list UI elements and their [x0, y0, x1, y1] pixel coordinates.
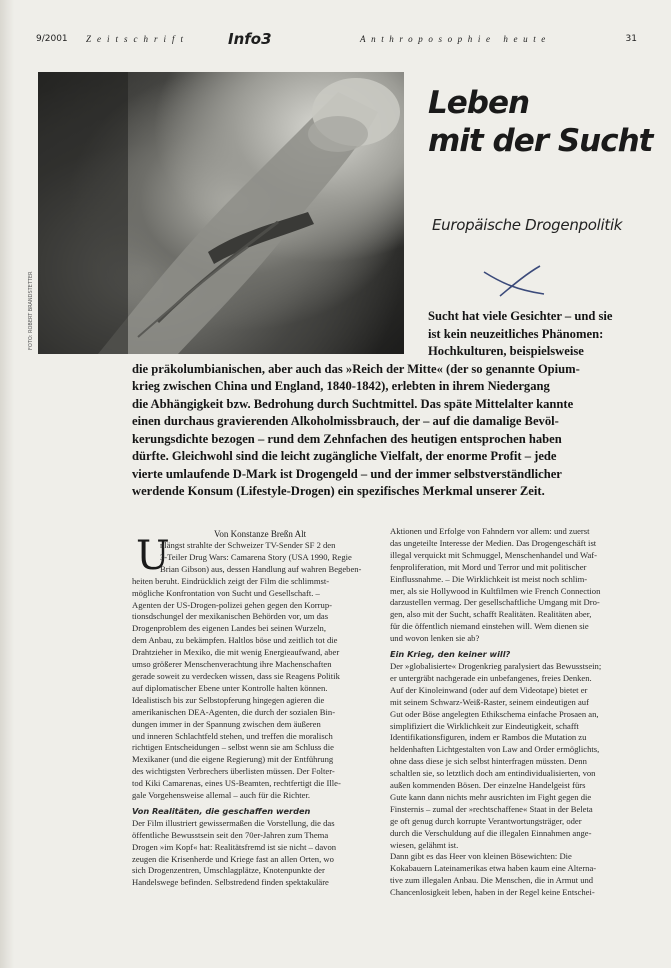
text-line: dungen immer in der Spannung zwischen dem äußeren	[132, 718, 321, 729]
text-line: das ungeteilte Interesse der Medien. Das Drogengeschäft ist	[390, 537, 597, 548]
text-line: zeugen die Krisenherde und Kriege fast an allen Orten, wo	[132, 853, 334, 864]
title-line-2: mit der Sucht	[428, 123, 653, 159]
text-line: Drogenproblem des eigenen Landes bei seinen Wurzeln,	[132, 623, 326, 634]
pen-mark-icon	[482, 262, 548, 298]
text-line: Aktionen und Erfolge von Fahndern vor allem: und zuerst	[390, 526, 590, 536]
column-left-opening	[132, 540, 372, 576]
text-line: kerungsdichte bezogen – rund dem Zehnfachen des heutigen entsprochen haben	[132, 431, 562, 446]
photo-credit: FOTO: ROBERT BRANDSTETTER	[28, 271, 34, 350]
text-line: tod Kiki Camarenas, eines US-Beamten, rechtfertigt die Ille-	[132, 778, 341, 789]
text-line: richtigen Entscheidungen – selbst wenn sie am Schluss die	[132, 742, 334, 753]
text-line: die präkolumbianischen, aber auch das »Reich der Mitte« (der so genannte Opium-	[132, 361, 580, 376]
page-binding-shadow	[0, 0, 14, 968]
text-line: darzustellen vermag. Der gesellschaftliche Umgang mit Dro-	[390, 597, 600, 608]
magazine-label: Zeitschrift	[86, 34, 190, 44]
text-line: Handelswege befinden. Selbstredend finden spektakuläre	[132, 877, 329, 888]
text-line: Auf der Kinoleinwand (oder auf dem Videotape) bietet er	[390, 684, 588, 695]
page-header	[30, 30, 637, 50]
text-line: durch die Verschuldung auf die illegalen Einnahmen ange-	[390, 827, 592, 838]
text-line: Brian Gibson) aus, dessen Handlung auf wahren Begeben-	[160, 563, 362, 574]
author-byline: Von Konstanze Breßn Alt	[214, 529, 307, 539]
text-line: auf diplomatischer Ebene unter Kontrolle halten können.	[132, 682, 328, 693]
text-line: mögliche Konfrontation von Sucht und Gesellschaft. –	[132, 587, 320, 598]
text-line: Dann gibt es das Heer von kleinen Bösewichten: Die	[390, 851, 572, 862]
text-line: außen kommenden Bösen. Der einzelne Handelgeist fürs	[390, 780, 586, 791]
title-line-1: Leben	[428, 85, 530, 121]
text-line: er untergräbt nachgerade ein unbefangenes, freies Denken.	[390, 672, 592, 683]
text-line: Agenten der US-Drogen-polizei gehen gegen den Korrup-	[132, 599, 332, 610]
text-line: Idealistisch bis zur Selbstopferung hingegen agieren die	[132, 694, 325, 705]
text-line: sich Drogenzentren, Umschlagplätze, Knotenpunkte der	[132, 865, 325, 876]
text-line: fenproliferation, mit Mord und Terror und mit politischer	[390, 561, 587, 572]
text-line: illegal verquickt mit Schmuggel, Menschenhandel und Waf-	[390, 549, 598, 560]
text-line: des wichtigsten Verbrechers überlisten müssen. Der Folter-	[132, 766, 335, 777]
text-line: gale Vorgehensweise allemal – auch für die Richter.	[132, 790, 311, 801]
text-line: mer, als sie Hollywood in Kultfilmen wie French Connection	[390, 585, 601, 596]
column-left-subhead: Von Realitäten, die geschaffen werden	[132, 805, 311, 816]
text-line: Der »globalisierte« Drogenkrieg paralysiert das Bewusstsein;	[390, 660, 602, 671]
article-title	[428, 84, 653, 160]
text-line: werdende Konsum (Lifestyle-Drogen) ein spezifisches Merkmal unserer Zeit.	[132, 484, 545, 498]
text-line: heiten beruht. Eindrücklich zeigt der Film die schlimmst-	[132, 575, 330, 586]
drop-cap: U	[136, 533, 170, 579]
text-line: einen durchaus gravierenden Alkoholmissbrauch, der – auf die damalige Bevöl-	[132, 414, 559, 428]
text-line: tive zum illegalen Anbau. Die Menschen, die in Armut und	[390, 875, 594, 886]
text-line: Drogen »im Kopf« hat: Realitätsfremd ist sie nicht – davon	[132, 841, 337, 852]
text-line: und wovon lenken sie ab?	[390, 633, 480, 644]
body-column-left	[132, 526, 372, 889]
text-line: Gut oder Böse angelegten Ethikschema einfache Prosaen an,	[390, 708, 599, 719]
text-line: mit seinem Schwarz-Weiß-Raster, seinem eindeutigen auf	[390, 696, 589, 707]
text-line: dürfte. Gleichwohl sind die leicht zugängliche Vielfalt, der enorme Profit – jede	[132, 449, 557, 463]
text-line: umso größerer Menschenverachtung ihre Machenschaften	[132, 659, 332, 670]
text-line: Identifikationsfiguren, indem er Rambos die Mutation zu	[390, 732, 587, 743]
text-line: Chancenlosigkeit leben, haben in der Regel keine Entschei-	[390, 887, 595, 898]
issue-number: 9/2001	[36, 34, 68, 44]
text-line: ohne dass diese je sich selbst hinterfragen müssten. Denn	[390, 756, 587, 767]
text-line: ist kein neuzeitliches Phänomen:	[428, 326, 604, 341]
body-column-right	[390, 526, 630, 899]
text-line: ge oft genug durch korrupte Verantwortungsträger, oder	[390, 815, 582, 826]
text-line: heldenhaften Lichtgestalten von Law and Order ermöglichts,	[390, 744, 600, 755]
text-line: simplifiziert die Wirklichkeit zur Eindeutigkeit, schafft	[390, 720, 579, 731]
column-right-text	[390, 526, 630, 645]
text-line: Gute kann dann nichts mehr ausrichten im Fight gegen die	[390, 791, 592, 802]
text-line: Kokabauern Lateinamerikas etwa haben kaum eine Alterna-	[390, 863, 597, 874]
text-line: für die öffentlich niemand einstehen will. Wem dienen sie	[390, 621, 589, 632]
text-line: die Abhängigkeit bzw. Bedrohung durch Suchtmittel. Das späte Mittelalter kannte	[132, 396, 574, 411]
text-line: schaltlen sie, so letztlich doch am entindividualisierten, von	[390, 768, 596, 779]
magazine-logo: Info3	[228, 30, 272, 48]
text-line: Mexikaner (und die eigene Regierung) mit der Entführung	[132, 754, 334, 765]
text-line: nlängst strahlte der Schweizer TV-Sender SF 2 den	[160, 540, 336, 550]
text-line: Der Film illustriert gewissermaßen die Vorstellung, die das	[132, 817, 335, 828]
column-left-text	[132, 576, 372, 802]
text-line: Sucht hat viele Gesichter – und sie	[428, 309, 613, 323]
text-line: Drahtzieher in Mexiko, die mit wenig Energieaufwand, aber	[132, 647, 340, 658]
text-line: gerade soweit zu verdecken wissen, dass sie Reagens Politik	[132, 670, 340, 681]
page-number: 31	[625, 34, 637, 44]
text-line: wiesen, gelähmt ist.	[390, 839, 459, 850]
text-line: 3-Teiler Drug Wars: Camarena Story (USA 1990, Regie	[160, 551, 352, 562]
text-line: Finsternis – zumal der »rechtschaffene« Staat in der Beleta	[390, 803, 593, 814]
text-line: vierte umlaufende D-Mark ist Drogengeld – und der immer selbstverständlicher	[132, 466, 562, 481]
section-label: Anthroposophie heute	[360, 34, 551, 44]
column-left-text-2	[132, 818, 372, 889]
text-line: tionsdschungel der mexikanischen Behörden vor, um das	[132, 611, 329, 622]
text-line: Einflussnahme. – Die Wirklichkeit ist meist noch schlim-	[390, 573, 588, 584]
text-line: öffentliche Bewusstsein seit den 70er-Jahren zum Thema	[132, 829, 329, 840]
text-line: dem Anbau, zu bekämpfen. Haltlos böse und zeitlich tot die	[132, 635, 338, 646]
text-line: gen, also mit der Sucht, schafft Realitäten. Realitäten aber,	[390, 609, 592, 620]
column-right-subhead: Ein Krieg, den keiner will?	[390, 649, 511, 660]
text-line: und inneren Schlachtfeld stehen, und treffen die moralisch	[132, 730, 333, 741]
text-line: Hochkulturen, beispielsweise	[428, 344, 584, 358]
text-line: amerikanischen DEA-Agenten, die durch der sozialen Bin-	[132, 706, 336, 717]
column-right-text-2	[390, 661, 630, 899]
text-line: krieg zwischen China und England, 1840-1842), erlebten in ihrem Niedergang	[132, 379, 550, 393]
article-lead	[132, 308, 632, 501]
article-subtitle: Europäische Drogenpolitik	[432, 216, 623, 234]
